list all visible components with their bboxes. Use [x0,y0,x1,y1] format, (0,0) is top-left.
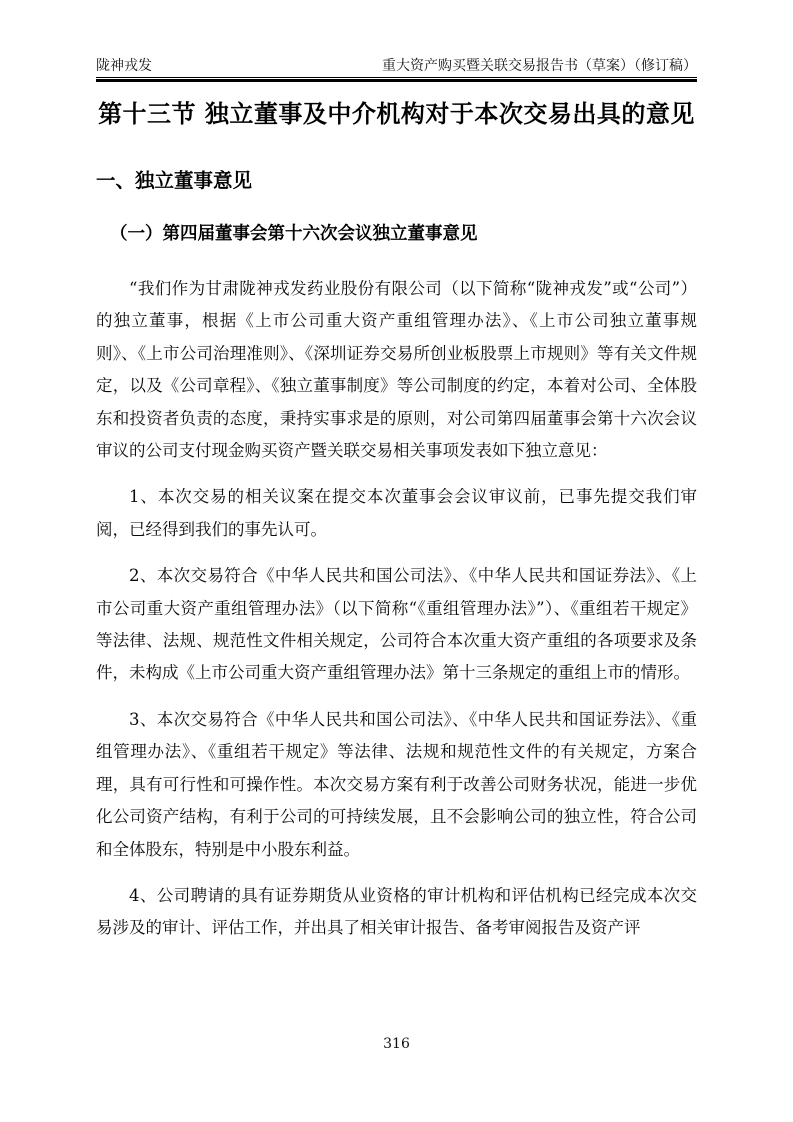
page-header [96,56,697,76]
header-rule-thin-line [96,77,697,78]
paragraph-intro: “我们作为甘肃陇神戎发药业股份有限公司（以下简称“陇神戎发”或“公司”）的独立董事，根据《上市公司重大资产重组管理办法》、《上市公司独立董事规则》、《上市公司治理准则》、《深圳证券交易所创业板股票上市规则》等有关文件规定，以及《公司章程》、《独立董事制度》等公司制度的约定，本着对公司、全体股东和投资者负责的态度，秉持实事求是的原则，对公司第四届董事会第十六次会议审议的公司支付现金购买资产暨关联交易相关事项发表如下独立意见： [96,279,697,461]
heading-fourth-board-sixteenth-meeting-opinion: （一）第四届董事会第十六次会议独立董事意见 [110,224,478,244]
page-number: 316 [383,1036,410,1052]
page-footer [0,1032,793,1056]
section-title: 第十三节 独立董事及中介机构对于本次交易出具的意见 [98,100,695,128]
heading-independent-director-opinion: 一、独立董事意见 [96,169,253,192]
paragraph-opinion-item-4: 4、公司聘请的具有证券期货从业资格的审计机构和评估机构已经完成本次交易涉及的审计、评估工作，并出具了相关审计报告、备考审阅报告及资产评 [96,885,697,938]
header-rule [96,77,697,82]
paragraph-opinion-item-1: 1、本次交易的相关议案在提交本次董事会会议审议前，已事先提交我们审阅，已经得到我们的事先认可。 [96,487,697,539]
header-company-name: 陇神戎发 [96,58,152,74]
document-body [96,98,697,959]
paragraph-opinion-item-3: 3、本次交易符合《中华人民共和国公司法》、《中华人民共和国证券法》、《重组管理办法》、《重组若干规定》等法律、法规和规范性文件的有关规定，方案合理，具有可行性和可操作性。本次交易方案有利于改善公司财务状况，能进一步优化公司资产结构，有利于公司的可持续发展，且不会影响公司的独立性，符合公司和全体股东，特别是中小股东利益。 [96,709,697,859]
header-rule-thick-line [96,79,697,82]
header-report-title: 重大资产购买暨关联交易报告书（草案）（修订稿） [382,58,697,74]
paragraph-opinion-item-2: 2、本次交易符合《中华人民共和国公司法》、《中华人民共和国证券法》、《上市公司重大资产重组管理办法》（以下简称“《重组管理办法》”）、《重组若干规定》等法律、法规、规范性文件相关规定，公司符合本次重大资产重组的各项要求及条件，未构成《上市公司重大资产重组管理办法》第十三条规定的重组上市的情形。 [96,566,697,683]
